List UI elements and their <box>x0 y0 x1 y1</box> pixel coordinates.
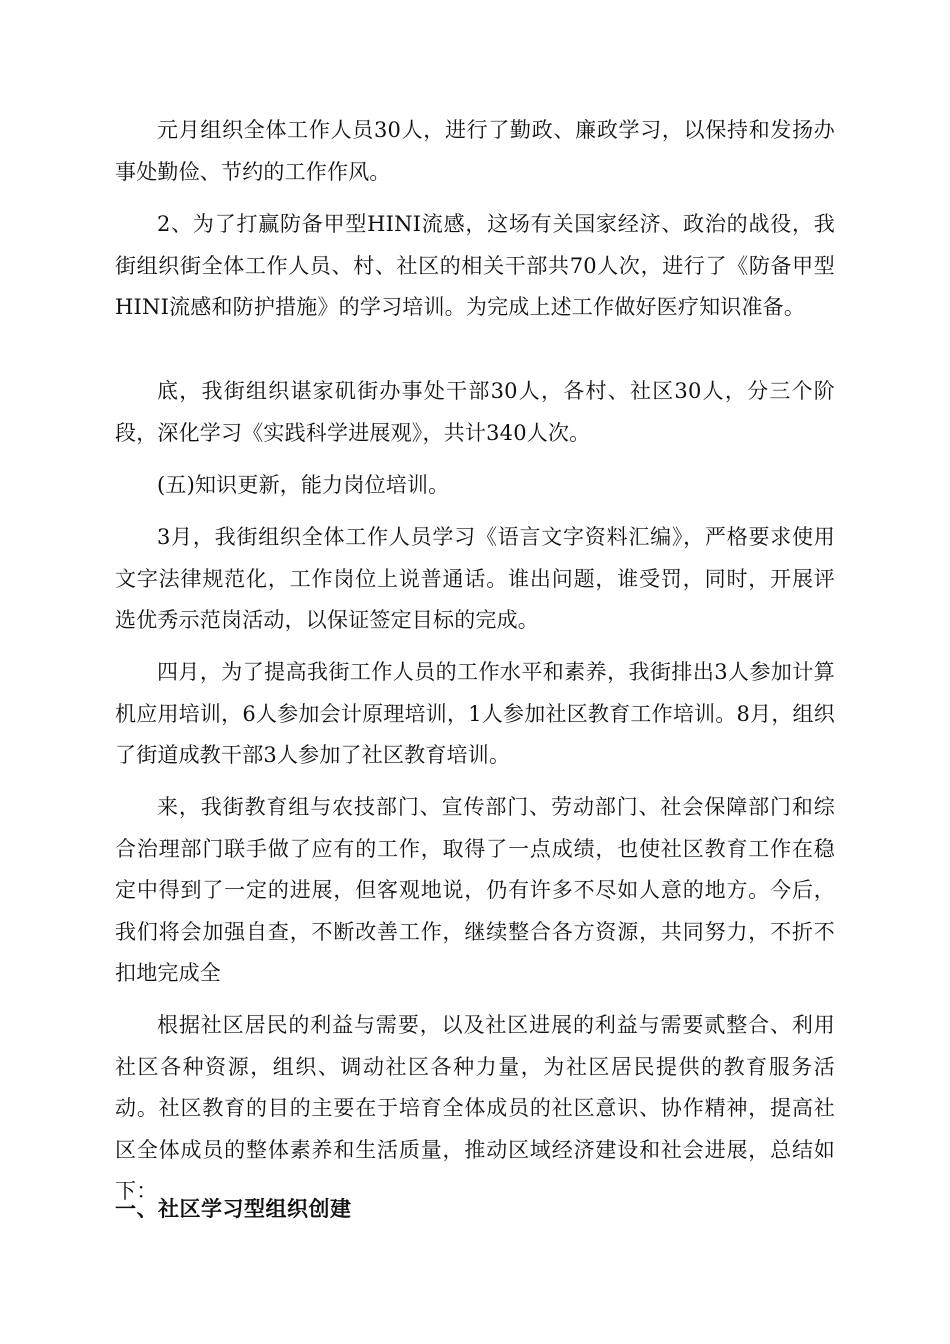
paragraph-skills-training: 四月，为了提高我街工作人员的工作水平和素养，我街排出3人参加计算机应用培训，6人参加会计原理培训，1人参加社区教育工作培训。8月，组织了街道成教干部3人参加了社区教育培训。 <box>115 660 835 767</box>
paragraph-language-study: 3月，我街组织全体工作人员学习《语言文字资料汇编》，严格要求使用文字法律规范化，工作岗位上说普通话。谁出问题，谁受罚，同时，开展评选优秀示范岗活动，以保证签定目标的完成。 <box>115 525 835 632</box>
section-heading: 一、社区学习型组织创建 <box>115 1197 352 1221</box>
paragraph-flu-training: 2、为了打赢防备甲型HINI流感，这场有关国家经济、政治的战役，我街组织街全体工作人员、村、社区的相关干部共70人次，进行了《防备甲型HINI流感和防护措施》的学习培训。为完成上述工作做好医疗知识准备。 <box>115 212 835 319</box>
paragraph-january-study: 元月组织全体工作人员30人，进行了勤政、廉政学习，以保持和发扬办事处勤俭、节约的工作作风。 <box>115 118 835 184</box>
paragraph-science-study: 底，我街组织谌家矶街办事处干部30人，各村、社区30人，分三个阶段，深化学习《实践科学进展观》，共计340人次。 <box>115 379 835 445</box>
paragraph-summary: 来，我街教育组与农技部门、宣传部门、劳动部门、社会保障部门和综合治理部门联手做了应有的工作，取得了一点成绩，也使社区教育工作在稳定中得到了一定的进展，但客观地说，仍有许多不尽如人意的地方。今后，我们将会加强自查，不断改善工作，继续整合各方资源，共同努力，不折不扣地完成全 <box>115 795 835 985</box>
paragraph-knowledge-update: (五)知识更新，能力岗位培训。 <box>157 473 450 497</box>
paragraph-community-education: 根据社区居民的利益与需要，以及社区进展的利益与需要贰整合、利用社区各种资源，组织、调动社区各种力量，为社区居民提供的教育服务活动。社区教育的目的主要在于培育全体成员的社区意识、协作精神，提高社区全体成员的整体素养和生活质量，推动区域经济建设和社会进展，总结如下： <box>115 1013 835 1203</box>
